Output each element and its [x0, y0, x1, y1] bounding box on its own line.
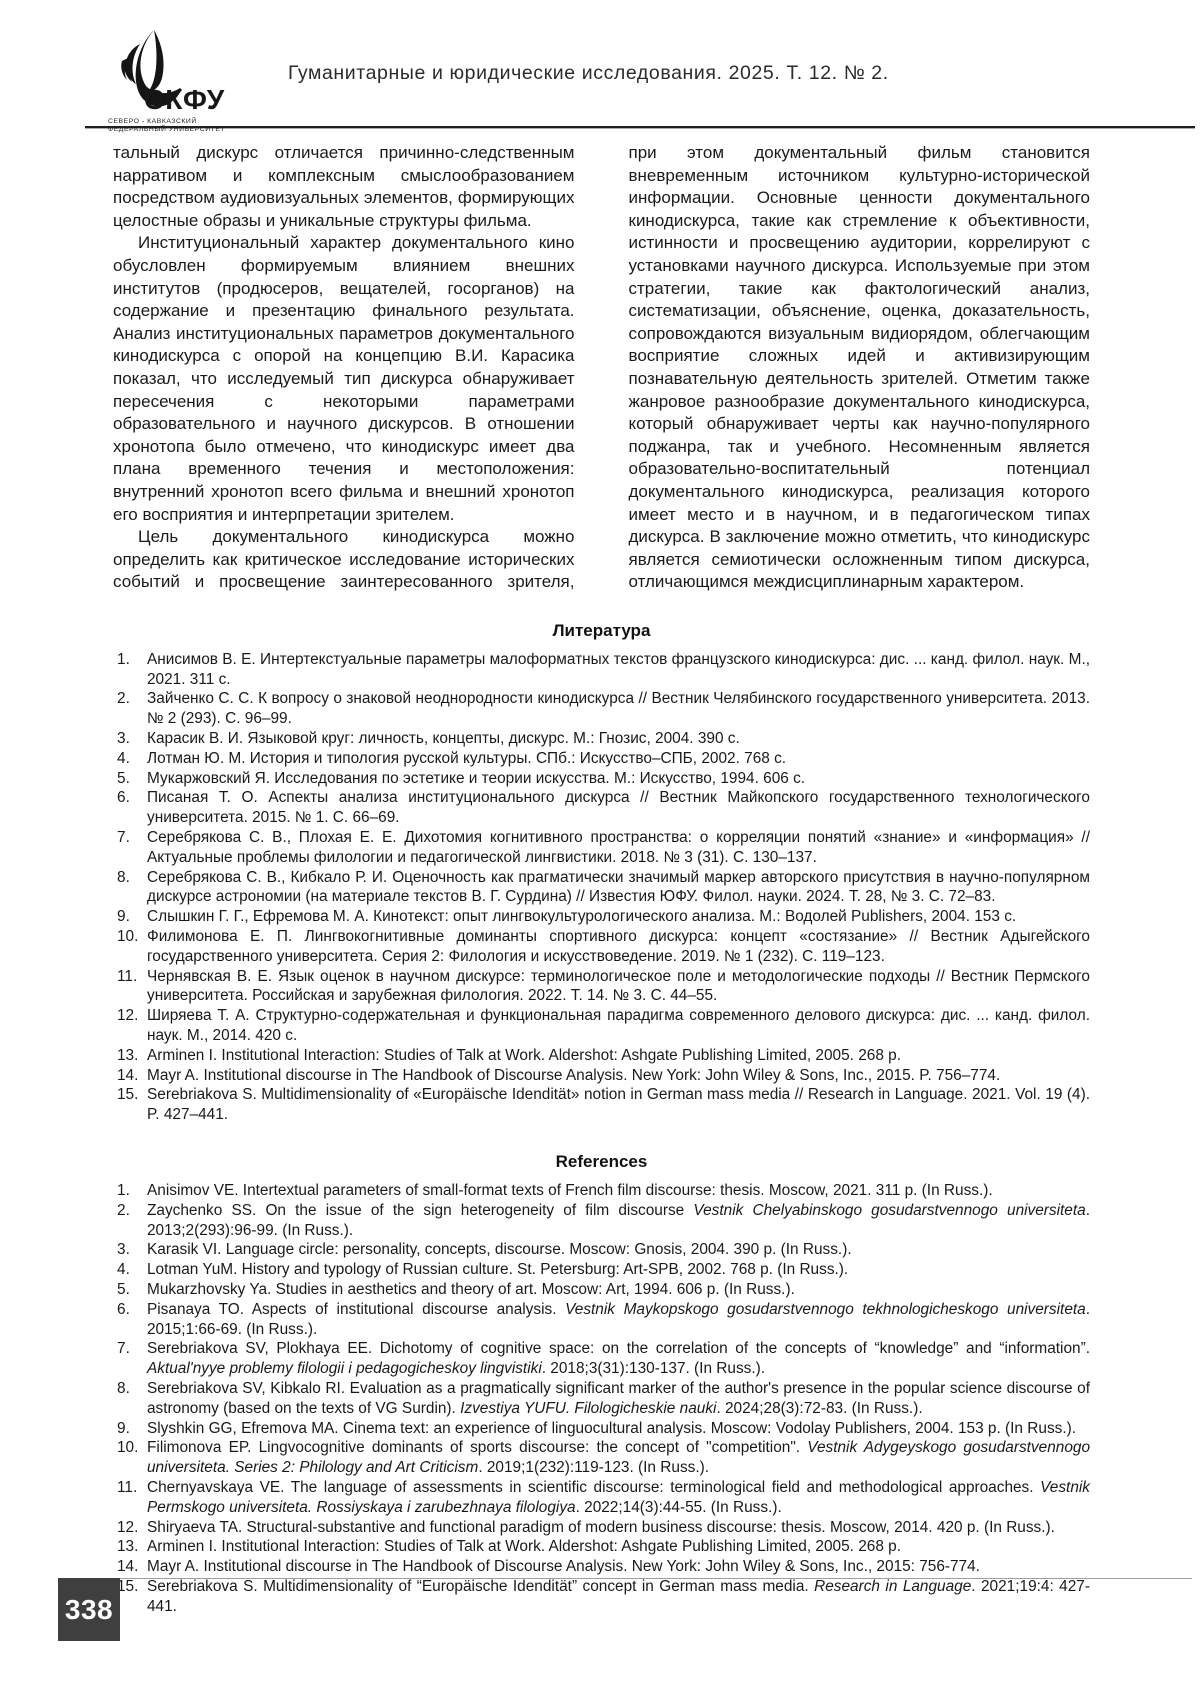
reference-item [113, 1240, 1090, 1260]
page-footer [0, 1578, 1200, 1644]
reference-item [113, 729, 1090, 749]
reference-item [113, 927, 1090, 967]
reference-item [113, 967, 1090, 1007]
reference-text: Мукаржовский Я. Исследования по эстетике и теории искусства. М.: Искусство, 1994. 606 с. [147, 769, 806, 787]
reference-item [113, 1066, 1090, 1086]
reference-item [113, 1300, 1090, 1340]
reference-text: Serebriakova SV, Plokhaya EE. Dichotomy of cognitive space: on the correlation of the concepts of “knowledge” and “information”. [147, 1340, 1090, 1358]
reference-text: . 2024;28(3):72-83. (In Russ.). [716, 1399, 923, 1417]
logo-caption [108, 118, 278, 134]
reference-item [113, 1557, 1090, 1577]
reference-item [113, 1260, 1090, 1280]
reference-text: . 2013;2(293):96-99. (In Russ.). [147, 1201, 1090, 1239]
reference-text: Зайченко С. С. К вопросу о знаковой неоднородности кинодискурса // Вестник Челябинского государственного университета. 2013. № 2 (293). С. 96–99. [147, 690, 1090, 728]
reference-text: Mayr A. Institutional discourse in The Handbook of Discourse Analysis. New York: John Wiley & Sons, Inc., 2015. P. 756–774. [147, 1066, 1001, 1084]
journal-title: Гуманитарные и юридические исследования. 2025. Т. 12. № 2. [288, 62, 889, 84]
reference-text: Писаная Т. О. Аспекты анализа институционального дискурса // Вестник Майкопского государственного технологического университета. 2015. № 1. С. 66–69. [147, 789, 1090, 827]
reference-text: . 2018;3(31):130-137. (In Russ.). [541, 1360, 766, 1378]
reference-text: Серебрякова С. В., Кибкало Р. И. Оценочность как прагматически значимый маркер авторского присутствия в научно-популярном дискурсе астрономии (на материале текстов В. Г. Сурдина) // Известия ЮФУ. Филол. науки. 2024. Т. 28, № 3. С. 72–83. [147, 868, 1090, 906]
logo-acronym: СКФУ [144, 84, 226, 115]
journal-name: Vestnik Permskogo universiteta. Rossiyskaya i zarubezhnaya filologiya [147, 1478, 1090, 1516]
reference-text: Lotman YuM. History and typology of Russian culture. St. Petersburg: Art-SPB, 2002. 768 p. (In Russ.). [147, 1261, 849, 1279]
footer-rule [120, 1578, 1192, 1579]
reference-text: Serebriakova S. Multidimensionality of “Europäische Idendität” concept in German mass media. [147, 1577, 815, 1595]
reference-text: Arminen I. Institutional Interaction: Studies of Talk at Work. Aldershot: Ashgate Publishing Limited, 2005. 268 p. [147, 1538, 902, 1556]
reference-item [113, 1537, 1090, 1557]
references-heading: References [555, 1152, 648, 1171]
logo-caption-line1: СЕВЕРО - КАВКАЗСКИЙ [108, 118, 197, 125]
reference-text: . 2015;1:66-69. (In Russ.). [147, 1300, 1091, 1338]
reference-item [113, 1438, 1090, 1478]
reference-text: Shiryaeva TA. Structural-substantive and functional paradigm of modern business discourse: thesis. Moscow, 2014. 420 p. (In Russ.). [147, 1518, 1055, 1536]
page-content [113, 142, 1090, 1617]
reference-text: Zaychenko SS. On the issue of the sign heterogeneity of film discourse [147, 1201, 694, 1219]
reference-item [113, 1518, 1090, 1538]
reference-item [113, 749, 1090, 769]
reference-item [113, 769, 1090, 789]
references-list [113, 1181, 1090, 1617]
reference-text: Chernyavskaya VE. The language of assessments in scientific discourse: terminological field and methodological approaches. [147, 1478, 1041, 1496]
reference-text: Filimonova EP. Lingvocognitive dominants of sports discourse: the concept of "competition". [147, 1439, 808, 1457]
reference-text: Arminen I. Institutional Interaction: Studies of Talk at Work. Aldershot: Ashgate Publishing Limited, 2005. 268 p. [147, 1046, 902, 1064]
reference-item [113, 788, 1090, 828]
reference-item [113, 1478, 1090, 1518]
reference-item [113, 828, 1090, 868]
paragraph: тальный дискурс отличается причинно-следственным нарративом и комплексным смыслообразованием посредством аудиовизуальных элементов, формирующих целостные образы и уникальные структуры фильма. [113, 143, 575, 230]
reference-text: Karasik VI. Language circle: personality, concepts, discourse. Moscow: Gnosis, 2004. 390 p. (In Russ.). [147, 1241, 852, 1259]
reference-text: Pisanaya TO. Aspects of institutional discourse analysis. [147, 1300, 566, 1318]
reference-item [113, 1419, 1090, 1439]
page-number-badge: 338 [58, 1578, 120, 1641]
reference-text: Slyshkin GG, Efremova MA. Cinema text: an experience of linguocultural analysis. Moscow: Vodolay Publishers, 2004. 153 p. (In Russ.). [147, 1419, 1077, 1437]
paragraph: Цель документального кинодискурса можно определить как критическое исследование исторических событий и просвещение заинтересованного зрителя, [113, 527, 575, 592]
article-body [113, 142, 1090, 594]
journal-name: Aktual'nyye problemy filologii i pedagogicheskoy lingvistiki [147, 1360, 542, 1378]
reference-text: Serebriakova S. Multidimensionality of «Europäische Idendität» notion in German mass media // Research in Language. 2021. Vol. 19 (4). P. 427–441. [147, 1086, 1090, 1124]
reference-text: Филимонова Е. П. Лингвокогнитивные доминанты спортивного дискурса: концепт «состязание» // Вестник Адыгейского государственного университета. Серия 2: Филология и искусствоведение. 2019. № 1 (232). С. 119–123. [147, 928, 1090, 965]
reference-item [113, 1280, 1090, 1300]
reference-text: Карасик В. И. Языковой круг: личность, концепты, дискурс. М.: Гнозис, 2004. 390 с. [147, 730, 740, 748]
reference-item [113, 1339, 1090, 1379]
reference-item [113, 1006, 1090, 1046]
journal-name: Izvestiya YUFU. Filologicheskie nauki [460, 1399, 717, 1417]
reference-text: . 2022;14(3):44-55. (In Russ.). [575, 1498, 782, 1516]
reference-item [113, 1046, 1090, 1066]
journal-name: Vestnik Maykopskogo gosudarstvennogo tekhnologicheskogo universiteta [565, 1300, 1086, 1318]
reference-text: Mayr A. Institutional discourse in The Handbook of Discourse Analysis. New York: John Wiley & Sons, Inc., 2015: 756-774. [147, 1558, 980, 1576]
logo-caption-line2: ФЕДЕРАЛЬНЫЙ УНИВЕРСИТЕТ [108, 126, 226, 133]
literatura-heading: Литература [552, 620, 651, 640]
journal-name: Vestnik Chelyabinskogo gosudarstvennogo universiteta [693, 1201, 1086, 1219]
reference-text: Anisimov VE. Intertextual parameters of small-format texts of French film discourse: thesis. Moscow, 2021. 311 p. (In Russ.). [147, 1182, 993, 1199]
literatura-list [113, 650, 1090, 1125]
reference-text: . 2021;19:4: 427-441. [147, 1577, 1090, 1615]
reference-item [113, 1181, 1090, 1201]
journal-name: Vestnik Adygeyskogo gosudarstvennogo universiteta. Series 2: Philology and Art Criticism [147, 1439, 1090, 1477]
university-logo [108, 28, 270, 133]
reference-text: Слышкин Г. Г., Ефремова М. А. Кинотекст: опыт лингвокультурологического анализа. М.: Водолей Publishers, 2004. 153 с. [147, 908, 1017, 926]
reference-item [113, 907, 1090, 927]
reference-text: . 2019;1(232):119-123. (In Russ.). [478, 1459, 710, 1477]
reference-item [113, 1379, 1090, 1419]
reference-item [113, 689, 1090, 729]
paragraph: при этом документальный фильм становится вневременным источником культурно-исторической информации. Основные ценности документального кинодискурса, такие как стремление к объективности, истинности и просвещению аудитории, коррелируют с установками научного дискурса. Используемые при этом стратегии, такие как фактологический анализ, систематизации, объяснение, оценка, доказательность, сопровождаются визуальным видиорядом, облегчающим восприятие сложных идей и активизирующим познавательную деятельность зрителей. Отметим также жанровое разнообразие документального кинодискурса, который обнаруживает черты как научно-популярного поджанра, так и учебного. Несомненным является образовательно-воспитательный потенциал документального кинодискурса, реализация которого имеет место и в научном, и в педагогическом типах дискурса. В заключение можно отметить, что кинодискурс является семиотически осложненным типом дискурса, отличающимся междисциплинарным характером. [628, 143, 1090, 592]
reference-item [113, 1201, 1090, 1241]
page-header [108, 28, 1090, 133]
reference-text: Serebriakova SV, Kibkalo RI. Evaluation as a pragmatically significant marker of the author's presence in the popular science discourse of astronomy (based on the texts of VG Surdin). [147, 1379, 1090, 1417]
reference-item [113, 650, 1090, 690]
reference-text: Серебрякова С. В., Плохая Е. Е. Дихотомия когнитивного пространства: о корреляции понятий «знание» и «информация» // Актуальные проблемы филологии и педагогической лингвистики. 2018. № 3 (31). С. 130–137. [147, 829, 1090, 866]
journal-name: Research in Language [814, 1577, 972, 1595]
reference-text: Чернявская В. Е. Язык оценок в научном дискурсе: терминологическое поле и методологические подходы // Вестник Пермского университета. Российская и зарубежная филология. 2022. Т. 14. № 3. С. 44–55. [147, 967, 1090, 1005]
reference-text: Анисимов В. Е. Интертекстуальные параметры малоформатных текстов французского кинодискурса: дис. ... канд. филол. наук. М., 2021. 311 с. [147, 650, 1090, 688]
reference-text: Mukarzhovsky Ya. Studies in aesthetics and theory of art. Moscow: Art, 1994. 606 p. (In Russ.). [147, 1280, 795, 1298]
left-column [113, 142, 575, 594]
right-column [629, 142, 1091, 594]
reference-text: Ширяева Т. А. Структурно-содержательная и функциональная парадигма современного делового дискурса: дис. ... канд. филол. наук. М., 2014. 420 с. [147, 1007, 1090, 1045]
reference-text: Лотман Ю. М. История и типология русской культуры. СПб.: Искусство–СПБ, 2002. 768 с. [147, 749, 787, 767]
reference-item [113, 868, 1090, 908]
paragraph: Институциональный характер документального кино обусловлен формируемым влиянием внешних институтов (продюсеров, вещателей, госорганов) на содержание и презентацию финального результата. Анализ институциональных параметров документального кинодискурса с опорой на концепцию В.И. Карасика показал, что исследуемый тип дискурса обнаруживает пересечения с некоторыми параметрами образовательного и научного дискурсов. В отношении хронотопа было отмечено, что кинодискурс имеет два плана временного течения и местоположения: внутренний хронотоп всего фильма и внешний хронотоп его восприятия и интерпретации зрителем. [113, 233, 575, 524]
reference-item [113, 1085, 1090, 1125]
